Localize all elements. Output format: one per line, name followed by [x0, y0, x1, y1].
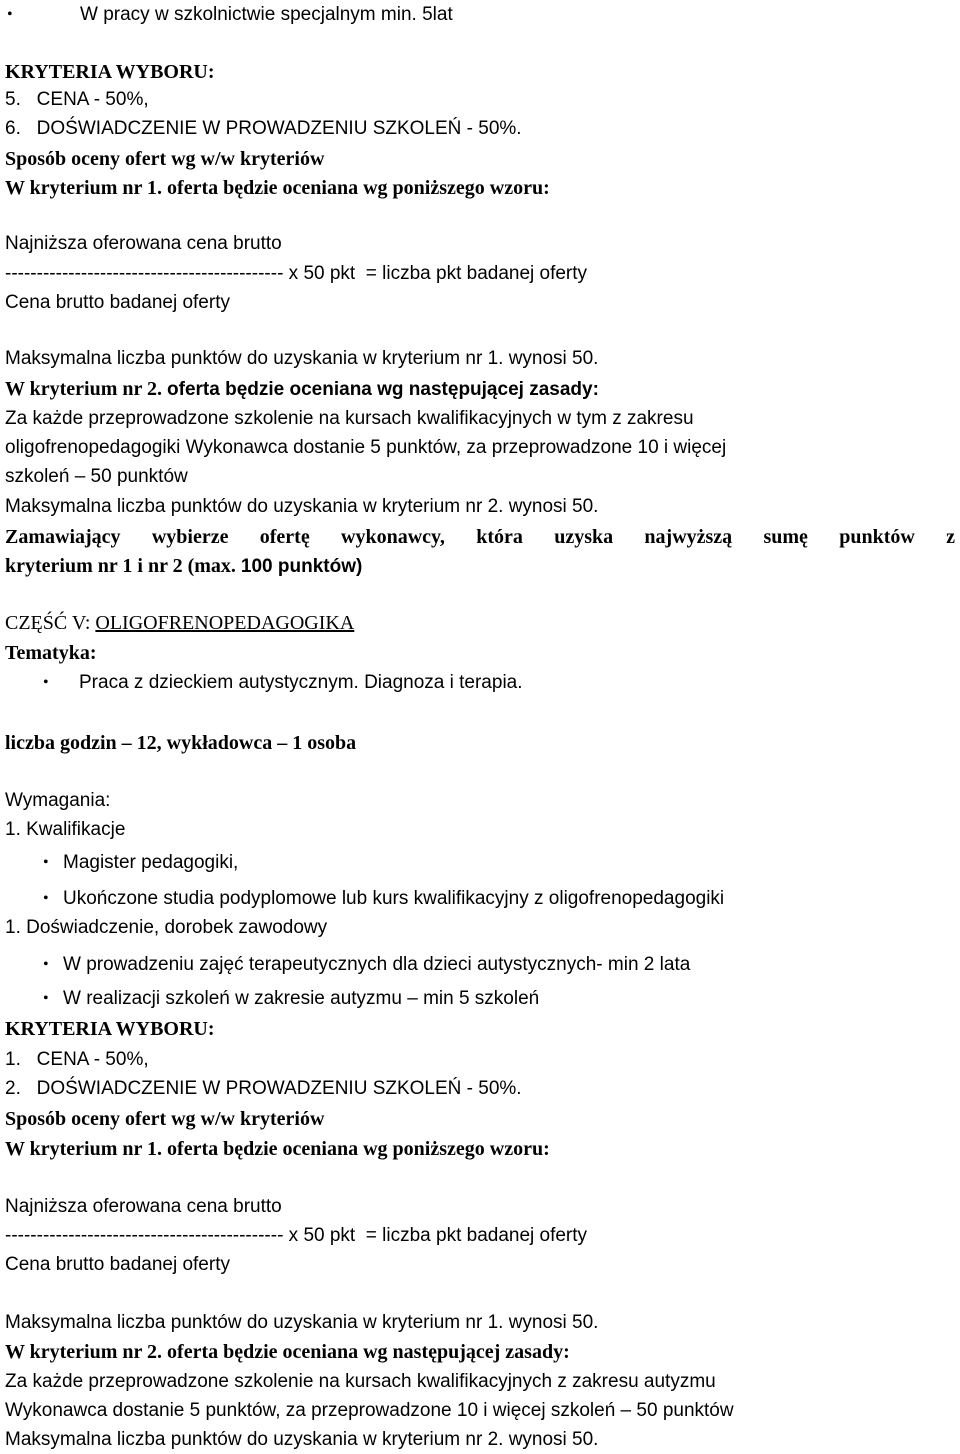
formula-line: -------------------------------------------- x 50 pkt = liczba pkt badanej oferty — [5, 263, 588, 284]
criteria-heading: KRYTERIA WYBORU: — [5, 61, 215, 83]
criterion-2-intro — [5, 1340, 960, 1364]
bullet-icon: • — [7, 6, 13, 23]
formula-numerator: Najniższa oferowana cena brutto — [5, 233, 282, 254]
max-points-criterion-1: Maksymalna liczba punktów do uzyskania w kryterium nr 1. wynosi 50. — [5, 348, 599, 369]
criteria-item: 5. CENA - 50%, — [5, 89, 149, 110]
summary-line-2 — [5, 554, 960, 579]
criterion-2-intro — [5, 377, 960, 402]
bullet-icon: • — [43, 990, 49, 1007]
summary-bold: kryterium nr 1 i nr 2 (max. — [5, 555, 241, 577]
topic-heading: Tematyka: — [5, 642, 97, 664]
part-prefix: CZĘŚĆ V: — [5, 612, 96, 634]
experience-item: W realizacji szkoleń w zakresie autyzmu – min 5 szkoleń — [63, 988, 540, 1009]
criterion-2-text: szkoleń – 50 punktów — [5, 466, 188, 487]
bullet-icon: • — [43, 854, 49, 871]
criteria-heading: KRYTERIA WYBORU: — [5, 1018, 215, 1040]
criterion-1-lead: W kryterium nr 1. — [5, 1138, 168, 1160]
max-points-criterion-2: Maksymalna liczba punktów do uzyskania w kryterium nr 2. wynosi 50. — [5, 496, 599, 517]
formula-denominator: Cena brutto badanej oferty — [5, 292, 230, 313]
bullet-icon: • — [43, 674, 49, 691]
criterion-2-text: Wykonawca dostanie 5 punktów, za przeprowadzone 10 i więcej szkoleń – 50 punktów — [5, 1400, 734, 1421]
formula-numerator: Najniższa oferowana cena brutto — [5, 1196, 282, 1217]
criteria-item: 1. CENA - 50%, — [5, 1049, 149, 1070]
criterion-2-rest: oferta będzie oceniana wg następującej zasady: — [167, 379, 599, 400]
method-heading: Sposób oceny ofert wg w/w kryteriów — [5, 148, 325, 170]
criteria-item: 2. DOŚWIADCZENIE W PROWADZENIU SZKOLEŃ - 50%. — [5, 1078, 522, 1099]
criterion-2-text: Za każde przeprowadzone szkolenie na kursach kwalifikacyjnych z zakresu autyzmu — [5, 1371, 716, 1392]
criterion-1-rest: oferta będzie oceniana wg poniższego wzoru: — [167, 1138, 550, 1160]
criterion-1-rest: oferta będzie oceniana wg poniższego wzoru: — [167, 177, 550, 199]
hours-line: liczba godzin – 12, wykładowca – 1 osoba — [5, 732, 357, 754]
summary-rest: 100 punktów) — [240, 556, 363, 577]
requirements-heading: Wymagania: — [5, 790, 111, 811]
part-title: OLIGOFRENOPEDAGOGIKA — [95, 612, 355, 634]
formula-line: -------------------------------------------- x 50 pkt = liczba pkt badanej oferty — [5, 1225, 588, 1246]
max-points-criterion-1: Maksymalna liczba punktów do uzyskania w kryterium nr 1. wynosi 50. — [5, 1312, 599, 1333]
criterion-2-lead: W kryterium nr 2. — [5, 378, 168, 400]
criterion-2-rest: oferta będzie oceniana wg następującej zasady: — [167, 1341, 570, 1363]
qualification-item: Magister pedagogiki, — [63, 852, 239, 873]
method-heading: Sposób oceny ofert wg w/w kryteriów — [5, 1108, 325, 1130]
topic-item: Praca z dzieckiem autystycznym. Diagnoza i terapia. — [79, 672, 523, 693]
bullet-icon: • — [43, 956, 49, 973]
qualifications-heading: 1. Kwalifikacje — [5, 819, 126, 840]
criterion-2-lead: W kryterium nr 2. — [5, 1341, 168, 1363]
bullet-icon: • — [43, 890, 49, 907]
experience-heading: 1. Doświadczenie, dorobek zawodowy — [5, 917, 328, 938]
part-heading — [5, 611, 960, 635]
max-points-criterion-2: Maksymalna liczba punktów do uzyskania w kryterium nr 2. wynosi 50. — [5, 1429, 599, 1450]
formula-denominator: Cena brutto badanej oferty — [5, 1254, 230, 1275]
criteria-item: 6. DOŚWIADCZENIE W PROWADZENIU SZKOLEŃ - 50%. — [5, 118, 522, 139]
criterion-1-lead: W kryterium nr 1. — [5, 177, 168, 199]
criterion-1-intro — [5, 176, 960, 200]
criterion-1-intro — [5, 1137, 960, 1161]
criterion-2-text: Za każde przeprowadzone szkolenie na kursach kwalifikacyjnych w tym z zakresu — [5, 408, 694, 429]
top-bullet-item: W pracy w szkolnictwie specjalnym min. 5lat — [80, 4, 453, 25]
criterion-2-text: oligofrenopedagogiki Wykonawca dostanie 5 punktów, za przeprowadzone 10 i więcej — [5, 437, 727, 458]
summary-line: Zamawiający wybierze ofertę wykonawcy, która uzyska najwyższą sumę punktów z — [5, 526, 955, 548]
qualification-item: Ukończone studia podyplomowe lub kurs kwalifikacyjny z oligofrenopedagogiki — [63, 888, 725, 909]
experience-item: W prowadzeniu zajęć terapeutycznych dla dzieci autystycznych- min 2 lata — [63, 954, 691, 975]
